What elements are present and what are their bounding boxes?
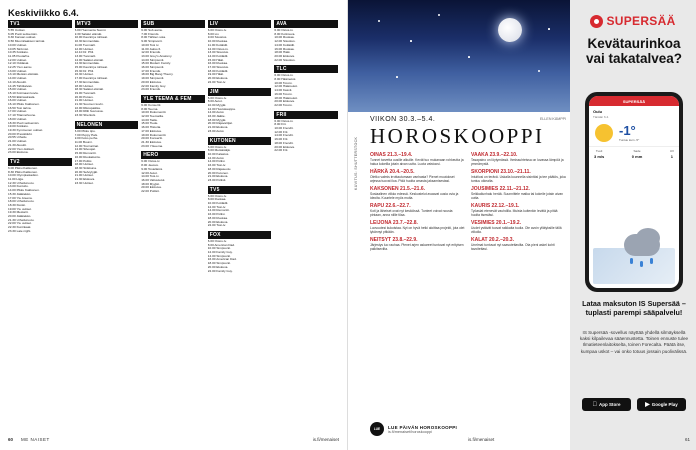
channel-block: [75, 20, 139, 118]
app-store-button[interactable]: [582, 398, 631, 411]
star-icon: [438, 14, 440, 16]
channel-name: TV2: [8, 158, 72, 166]
tv-column: [208, 20, 272, 428]
channel-listing: 6.00 Ostos-tv. 8.00 Metsästäjä. 10.00 Kalastus. 12.00 Autot. 14.00 Poliisi. 16.00 Tosi-tv. 18.00 Rajaseutu. 20.00 Kutonen. 21.00 Elokuva. 23.00 Poliisit.: [207, 144, 232, 182]
channel-name: TV1: [8, 20, 72, 28]
sign-text: Intuitiosi on terävä. Uskalla kuunnella sisintäsi ja tee päätös, joka tuntuu oikealta.: [471, 175, 566, 183]
sign-entry: [471, 237, 566, 251]
sign-text: Tasapaino on löytymässä. Ihmissuhteissa on luvassa lämpöä ja ymmärrystä.: [471, 158, 564, 166]
horoscope-promo-title: LUE PÄIVÄN HOROSKOOPPI: [388, 424, 458, 430]
right-page: [348, 0, 696, 450]
detail-value: 3 m/s: [594, 154, 605, 159]
channel-name: AVA: [274, 20, 338, 28]
channel-name: YLE TEEMA & FEM: [141, 95, 205, 103]
sign-name: RAPU 22.6.–22.7.: [370, 203, 411, 209]
channel-listing: 6.00 Pikku tipu. 7.00 Puppy Pals. 9.00 Koko perhe. 11.00 Buumi. 12.00 Tosi tarinat. 14.00 Siivoojat. 15.00 Remontti. 16.00 Ruokakunta. 17.00 Poliisi. 18.00 Uutiset. 18.30 Sinkkuna. 20.00 Selviytyjät. 21.00 Uutiset. 21.30 Elokuva. 23.30 Uutiset.: [74, 128, 101, 185]
side-strip: [352, 0, 366, 450]
date-label: Tänään 6.4.: [593, 115, 610, 119]
site-url: is.fi/menaiset: [468, 437, 495, 442]
channel-listing: 6.00 Konsertti. 8.00 Teema. 10.00 Dokumentti. 12.00 Teemailta. 14.00 Taide. 15.00 Tiede. 16.00 Historia. 17.00 Elokuva. 19.00 Dokumentti. 20.00 Konsertti. 21.30 Elokuva. 23.00 Yöteema.: [141, 102, 167, 148]
detail-item: [632, 149, 642, 159]
tv-column: [141, 20, 205, 428]
channel-name: TV5: [208, 186, 272, 194]
channel-name: KUTONEN: [208, 137, 272, 145]
channel-name: SUB: [141, 20, 205, 28]
sign-name: VESIMIES 20.1.–19.2.: [471, 220, 522, 226]
horoscope-header: [370, 116, 566, 149]
rain-cloud-icon: [616, 228, 676, 268]
ad-subheadline: Lataa maksuton IS Supersää – tuplasti parempi sääpalvelu!: [582, 299, 686, 317]
sign-name: NEITSYT 23.8.–22.9.: [370, 237, 418, 243]
store-label: App Store: [596, 402, 619, 407]
sign-name: LEIJONA 23.7.–22.8.: [370, 220, 418, 226]
left-footer: [8, 437, 339, 442]
sign-entry: [370, 203, 465, 217]
channel-listing: 6.00 Ostos-tv. 8.00 Häämekot. 10.00 Tosi-tv. 12.00 Häämekot. 14.00 Kasvit. 16.00 Tosi-tv. 18.00 Häämekot. 20.00 Elokuva. 22.00 Tosi-tv.: [274, 73, 298, 107]
site-url: is.fi/menaiset: [312, 437, 339, 442]
sign-text: Sosiaalinen viikko edessä. Keskustelut avaavat uusia ovia ja ideoita. Kuuntele myös muita.: [370, 192, 459, 200]
play-icon: ▶: [645, 402, 650, 408]
store-buttons: [582, 398, 686, 411]
sign-entry: [471, 220, 566, 234]
detail-label: Tuuli: [595, 149, 603, 153]
sign-text: Työasiat etenevät vauhdilla. Muista kuitenkin levätä ja pitää huolta itsestäsi.: [471, 209, 558, 217]
horoscope-footer: [370, 422, 566, 436]
channel-listing: 6.00 Ostos-tv. 8.00 Kotirouva. 10.00 Ruokaa. 12.00 Sisustus. 14.00 Kotiäidit. 16.00 Ruokaa. 18.00 Häät. 20.00 Elokuva. 22.00 Sisustus.: [274, 28, 296, 62]
star-icon: [468, 56, 470, 58]
sign-text: Uudet ystävät tuovat raikkaita tuulia. Ole avoin yllätyksille tällä viikolla.: [471, 226, 562, 234]
brand-name: SUPERSÄÄ: [606, 14, 676, 28]
sign-name: SKORPIONI 23.10.–21.11.: [471, 169, 531, 175]
horoscope-section: [348, 0, 570, 450]
sign-entry: [471, 152, 566, 166]
channel-listing: 6.00 Pikku Kakkonen. 8.30 Pikku Kakkonen. 10.00 Olympiastadion. 11.00 Liiga. 12.30 Urheiluruutu. 13.00 Kuntoilu. 14.00 Pikku Kakkonen. 15.30 Jääkiekko. 17.00 Yle Areena. 18.00 Urheiluruutu. 18.30 Kioski. 19.00 Yle uutiset. 19.30 Mestarit. 20.00 Jääkiekko. 21.30 Urheiluruutu. 22.00 Yle uutiset. 22.30 Kuninkaat. 23.30 Late night.: [8, 165, 40, 233]
channel-block: [274, 20, 338, 62]
horoscope-promo: [388, 425, 457, 434]
detail-value: 0 mm: [631, 154, 643, 159]
horoscope-title: HOROSKOOPPI: [370, 124, 545, 148]
ad-body: IS Supersää -sovellus näyttää yhdellä silmäyksellä kaksi kilpailevaa sääennustetta. Toinen ennuste tulee Ilmatieteenlaitokselta, toinen Forecalta. Päätä itse, kumpaa uskot – vai onko totuus jossain puolivälissä.: [579, 330, 689, 354]
day-title: Keskiviikko 6.4.: [8, 8, 79, 19]
night-sky-image: [348, 0, 570, 112]
channel-listing: 6.00 Ostos-tv. 8.00 Autot. 10.00 Myyjät. 12.00 Huutokauppa. 14.00 Autot. 16.00 Jäätie. 18.00 Myyjät. 20.00 Rajavartijat. 21.00 Elokuva. 23.00 Autot.: [207, 95, 236, 133]
ad-headline: Kevätaurinkoa vai takatalvea?: [585, 36, 683, 66]
sign-text: Tunnet tarvetta uusille alkuille. Kevät tuo mukanaan rohkeutta ja halua kokeilla jotain aivan uutta. Luota vaistoosi.: [370, 158, 464, 166]
sign-name: JOUSIMIES 22.11.–21.12.: [471, 186, 530, 192]
sign-name: HÄRKÄ 20.4.–20.5.: [370, 169, 415, 175]
star-icon: [396, 76, 398, 78]
channel-block: [141, 151, 205, 193]
store-label: Google Play: [651, 402, 678, 407]
channel-block: [208, 88, 272, 134]
star-icon: [410, 40, 412, 42]
detail-item: [594, 149, 604, 159]
channel-block: [208, 186, 272, 228]
tv-column: [274, 20, 338, 428]
magazine-name: ME NAISET: [21, 437, 50, 442]
moon-icon: [498, 18, 522, 42]
sign-text: Oletko valmis irrottautumaan vanhasta? Pienet muutokset arjessa tuovat iloa. Pidä huolta omasta jaksamisestasi.: [370, 175, 455, 183]
channel-listing: 6.00 Ostos-tv. 8.00 Liv. 9.00 Sisustus. 10.00 Ruokaa. 11.00 Kotiäidit. 12.00 Ostos-tv. 13.00 Sisustus. 14.00 Kotiäidit. 15.00 Häät. 16.00 Ruokaa. 17.00 Sisustus. 18.00 Kotiäidit. 19.00 Häät. 20.00 Elokuva. 22.00 Tosi-tv.: [207, 28, 229, 84]
channel-name: MTV3: [75, 20, 139, 28]
channel-name: FOX: [208, 231, 272, 239]
sign-entry: [370, 152, 465, 166]
star-icon: [548, 28, 550, 30]
star-icon: [538, 70, 540, 72]
horoscope-column: [471, 152, 566, 420]
detail-label: UV: [669, 149, 674, 153]
channel-block: [274, 111, 338, 153]
star-icon: [378, 20, 380, 22]
temperature: -1°: [619, 123, 636, 138]
sign-name: KALAT 20.2.–20.3.: [471, 237, 514, 243]
detail-value: 1: [670, 154, 674, 159]
channel-name: LIV: [208, 20, 272, 28]
sign-text: Luovuutesi kukoistaa. Nyt on hyvä hetki aloittaa projekti, jota olet lykännyt pitkään.: [370, 226, 465, 234]
horoscope-logo: LUE: [370, 422, 384, 436]
page-number: 60: [8, 437, 14, 442]
channel-name: HERO: [141, 151, 205, 159]
sign-entry: [370, 169, 465, 183]
detail-label: Sade: [633, 149, 641, 153]
sign-entry: [471, 186, 566, 200]
channel-block: [75, 121, 139, 186]
temperature-row: [589, 119, 679, 146]
tv-listings: [8, 20, 338, 428]
horoscope-columns: [370, 152, 566, 420]
channel-listing: 5.55 Uutiset. 6.05 Puoli seitsemän. 9.30 Kansan uutiset. 9.50 Muumilaakson tarinat. 10.00 Uutiset. 10.05 Strömsö. 10.35 Kotikatu. 11.05 Puutarha. 12.00 Uutiset. 12.10 Oddasat. 12.25 Ylen aamu. 13.00 Uutiset. 13.10 Metsän elämää. 14.00 Uutiset. 14.10 Akuutti. 14.45 Tähtitaivas. 15.00 Uutiset. 15.10 Kotimaan kuvia. 15.50 Eläinsairaala. 16.00 Uutiset. 16.10 Pikku Kakkonen. 16.50 Tosi tarina. 17.00 Uutiset. 17.10 Tilannehuone. 18.00 Uutiset. 18.30 Puoli seitsemän. 19.00 Kotikatu. 19.30 Kymmenen uutiset. 20.00 Pressiklubi. 20.55 Urheilu. 21.00 Uutiset. 21.30 Akuutti. 22.00 Ylen dokkari. 23.00 Elokuva.: [8, 28, 46, 155]
channel-listing: 6.00 Ostos-tv. 8.00 Ruokaa. 10.00 Kotiäidit. 12.00 Tosi-tv. 14.00 Remontti. 16.00 Poliisi. 18.00 Ruokaa. 20.00 Elokuva. 22.00 Tosi-tv.: [207, 193, 230, 228]
tv-column: [75, 20, 139, 428]
apple-icon: [592, 402, 597, 408]
horoscope-column: [370, 152, 465, 420]
channel-block: [141, 20, 205, 92]
channel-listing: 6.00 Ostos-tv. 8.00 Frii. 10.00 Frendit. 12.00 Frii. 14.00 Frendit. 16.00 Frii. 18.00 Frendit. 20.00 Elokuva. 22.00 Frii.: [274, 118, 295, 153]
sun-icon: [590, 15, 603, 28]
channel-block: [274, 65, 338, 107]
detail-item: [670, 149, 674, 159]
feels-like: Tuntuu kuin -5°: [619, 138, 640, 142]
channel-name: TLC: [274, 65, 338, 73]
sign-entry: [370, 220, 465, 234]
channel-listing: 6.00 Sub aamu. 7.00 Friends. 8.00 Tähtien sota. 9.00 Simpsonit. 10.00 Tosi tv. 11.00 Jakso 6. 12.00 Friends. 13.00 Grey's Anatomy. 14.00 Simpsonit. 15.00 Modern Family. 16.00 Simpsonit. 17.00 Friends. 18.00 Big Bang Theory. 19.00 Simpsonit. 20.00 Elokuva. 22.00 Family Guy. 23.00 Friends.: [141, 28, 174, 92]
sign-entry: [471, 169, 566, 183]
sign-text: Järjestys luo rauhaa. Pienet arjen askareet tuntuvat nyt erityisen palkitsevilta.: [370, 243, 464, 251]
sign-text: Seikkailunhalu herää. Suunnittele matka tai kokeile jotain aivan uutta.: [471, 192, 564, 200]
channel-block: [8, 158, 72, 234]
weather-details: [589, 146, 679, 161]
sign-text: Unelmat tuntuvat nyt saavutettavilta. Ota pieni askel kohti tavoitettasi.: [471, 243, 555, 251]
left-page: [0, 0, 347, 450]
sign-entry: [471, 203, 566, 217]
channel-name: NELONEN: [75, 121, 139, 129]
google-play-button[interactable]: [637, 398, 686, 411]
channel-block: [208, 231, 272, 273]
channel-listing: 6.00 Huomenta Suomi. 9.30 Salatut elämät. 10.00 Kauniit ja rohkeat. 10.30 Emmerdale. 11.00 Tuomarit. 12.00 Uutiset. 12.10 Dr. Phil. 13.00 Tuomarit. 14.00 Salatut elämät. 14.30 Emmerdale. 15.00 Kauniit ja rohkeat. 15.30 Dr. Phil. 16.30 Uutiset. 17.00 Kauniit ja rohkeat. 17.30 Emmerdale. 18.00 Uutiset. 18.30 Salatut elämät. 19.00 Tuomarit. 20.00 Putous. 21.00 Uutiset. 21.30 Suomen kovin. 22.00 Rikospaikka. 23.00 Rillit huurussa. 23.30 Sherlock.: [74, 28, 108, 118]
sign-name: OINAS 21.3.–19.4.: [370, 152, 413, 158]
sign-entry: [370, 237, 465, 251]
supersaa-ad: [570, 0, 696, 450]
channel-listing: 6.00 Ostos-tv. 8.00 Jeesus. 9.00 Tosielämä. 12.00 Autot. 14.00 Tosi-tv. 16.00 Valtuutetut. 18.00 Myyjät. 20.00 Elokuva. 22.00 Poliisit.: [141, 159, 166, 194]
ad-brand: [570, 14, 696, 28]
sign-name: KAURIS 22.12.–19.1.: [471, 203, 520, 209]
tv-column: [8, 20, 72, 428]
channel-block: [8, 20, 72, 155]
channel-name: JIM: [208, 88, 272, 96]
channel-block: [141, 95, 205, 148]
sign-text: Koti ja läheiset ovat nyt keskiössä. Tunteet voivat nousta pintaan, anna niille tilaa.: [370, 209, 453, 217]
location-label: Oulu: [593, 109, 603, 114]
image-credit: KUVITUS: SHUTTERSTOCK: [354, 136, 358, 190]
sign-name: KAKSONEN 21.5.–21.6.: [370, 186, 426, 192]
horoscope-author: ELLEN KÄMPPI: [540, 117, 566, 121]
channel-block: [208, 20, 272, 85]
horoscope-dates: VIIKON 30.3.–5.4.: [370, 116, 436, 123]
horoscope-promo-url: is.fi/menaiset/horoskooppi: [388, 429, 432, 434]
channel-listing: 6.00 Ostos-tv. 8.00 American Dad. 10.00 Simpsonit. 12.00 Family Guy. 14.00 Simpsonit. 16.00 American Dad. 18.00 Simpsonit. 20.00 Elokuva. 22.00 Family Guy.: [207, 238, 237, 273]
channel-name: FRII: [274, 111, 338, 119]
channel-block: [208, 137, 272, 183]
sun-icon: [595, 124, 613, 142]
page-number: 61: [684, 437, 690, 442]
app-bar: SUPERSÄÄ: [589, 96, 679, 106]
sign-entry: [370, 186, 465, 200]
sign-name: VAAKA 23.9.–22.10.: [471, 152, 518, 158]
